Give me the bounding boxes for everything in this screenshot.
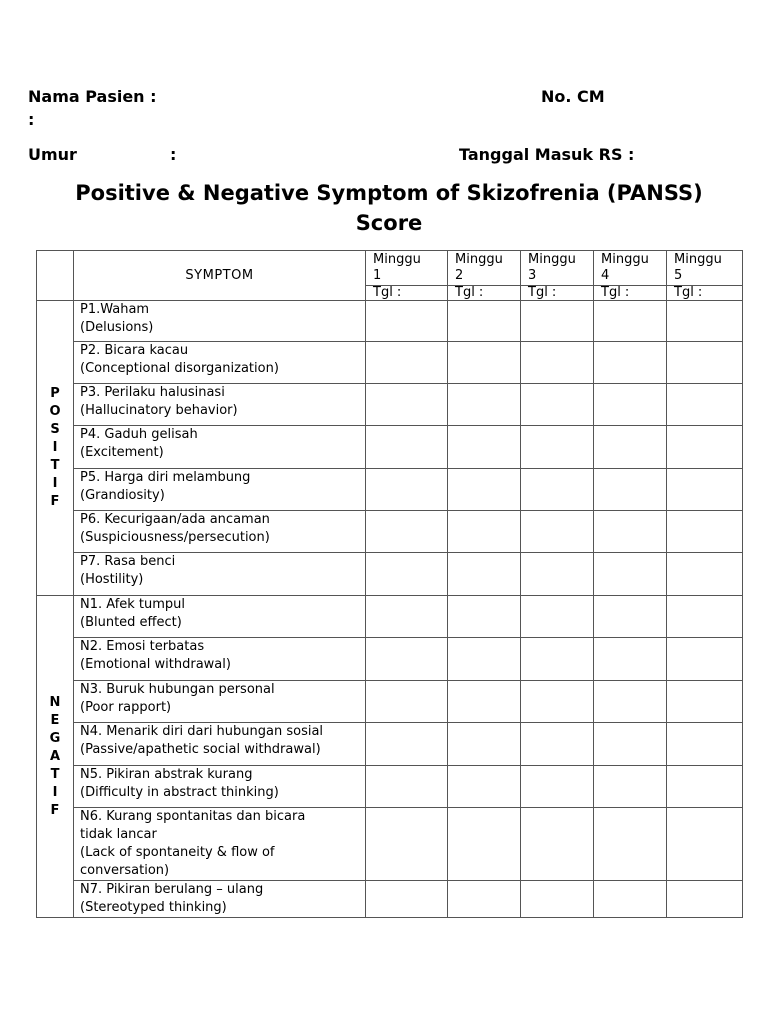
score-cell-n3-week-1[interactable] bbox=[366, 681, 448, 723]
week-number: 1 bbox=[373, 268, 382, 283]
score-cell-p6-week-2[interactable] bbox=[448, 511, 521, 553]
score-cell-n2-week-5[interactable] bbox=[667, 638, 743, 681]
symptom-text: (Difficulty in abstract thinking) bbox=[80, 785, 279, 800]
symptom-text: (Lack of spontaneity & flow of bbox=[80, 845, 275, 860]
week-date-3: Tgl : bbox=[521, 286, 594, 301]
score-cell-p4-week-4[interactable] bbox=[594, 426, 667, 469]
score-cell-n4-week-3[interactable] bbox=[521, 723, 594, 766]
group-letter: G bbox=[49, 730, 61, 746]
score-cell-n2-week-1[interactable] bbox=[366, 638, 448, 681]
symptom-text: (Hostility) bbox=[80, 572, 144, 587]
symptom-text: (Blunted effect) bbox=[80, 615, 182, 630]
score-cell-p1-week-1[interactable] bbox=[366, 301, 448, 342]
symptom-text: P5. Harga diri melambung bbox=[80, 470, 251, 485]
score-cell-n5-week-5[interactable] bbox=[667, 766, 743, 808]
symptom-p4 bbox=[74, 426, 366, 469]
score-cell-n6-week-5[interactable] bbox=[667, 808, 743, 881]
week-label: Minggu bbox=[601, 252, 649, 267]
week-header-5 bbox=[667, 251, 743, 286]
score-cell-p1-week-3[interactable] bbox=[521, 301, 594, 342]
score-cell-n4-week-2[interactable] bbox=[448, 723, 521, 766]
week-header-1 bbox=[366, 251, 448, 286]
table-row bbox=[37, 342, 743, 384]
score-cell-n7-week-5[interactable] bbox=[667, 881, 743, 918]
score-cell-n3-week-3[interactable] bbox=[521, 681, 594, 723]
score-cell-p1-week-4[interactable] bbox=[594, 301, 667, 342]
score-cell-p7-week-1[interactable] bbox=[366, 553, 448, 596]
week-date-5: Tgl : bbox=[667, 286, 743, 301]
age-colon: : bbox=[170, 145, 177, 164]
score-cell-p5-week-5[interactable] bbox=[667, 469, 743, 511]
negatif-group-label bbox=[37, 596, 74, 918]
score-cell-n6-week-1[interactable] bbox=[366, 808, 448, 881]
group-letter: A bbox=[49, 748, 61, 764]
symptom-text: (Passive/apathetic social withdrawal) bbox=[80, 742, 321, 757]
score-cell-p1-week-2[interactable] bbox=[448, 301, 521, 342]
score-cell-n4-week-4[interactable] bbox=[594, 723, 667, 766]
symptom-text: N7. Pikiran berulang – ulang bbox=[80, 882, 264, 897]
table-row bbox=[37, 384, 743, 426]
score-cell-n6-week-4[interactable] bbox=[594, 808, 667, 881]
symptom-p5 bbox=[74, 469, 366, 511]
symptom-n5 bbox=[74, 766, 366, 808]
score-cell-p6-week-1[interactable] bbox=[366, 511, 448, 553]
table-header-row bbox=[37, 251, 743, 286]
score-cell-n7-week-3[interactable] bbox=[521, 881, 594, 918]
score-cell-p1-week-5[interactable] bbox=[667, 301, 743, 342]
symptom-n4 bbox=[74, 723, 366, 766]
week-number: 3 bbox=[528, 268, 537, 283]
symptom-p3 bbox=[74, 384, 366, 426]
group-letter: O bbox=[49, 404, 61, 419]
group-letter: T bbox=[50, 458, 60, 473]
table-row bbox=[37, 426, 743, 469]
symptom-text: (Grandiosity) bbox=[80, 488, 165, 503]
score-cell-p5-week-3[interactable] bbox=[521, 469, 594, 511]
medical-record-label: No. CM bbox=[541, 87, 605, 106]
group-letter: P bbox=[50, 386, 60, 401]
week-label: Minggu bbox=[373, 252, 421, 267]
score-cell-n7-week-1[interactable] bbox=[366, 881, 448, 918]
score-cell-n1-week-5[interactable] bbox=[667, 596, 743, 638]
score-cell-p2-week-5[interactable] bbox=[667, 342, 743, 384]
table-row bbox=[37, 638, 743, 681]
table-row bbox=[37, 511, 743, 553]
admission-date-label: Tanggal Masuk RS : bbox=[459, 145, 635, 164]
symptom-text: P1.Waham bbox=[80, 302, 150, 317]
symptom-text: P7. Rasa benci bbox=[80, 554, 176, 569]
medical-record-colon: : bbox=[28, 110, 35, 129]
symptom-text: (Hallucinatory behavior) bbox=[80, 403, 238, 418]
week-date-2: Tgl : bbox=[448, 286, 521, 301]
score-cell-n5-week-3[interactable] bbox=[521, 766, 594, 808]
week-label: Minggu bbox=[528, 252, 576, 267]
score-cell-p4-week-5[interactable] bbox=[667, 426, 743, 469]
title-line-2: Score bbox=[355, 211, 423, 235]
patient-name-label: Nama Pasien : bbox=[28, 87, 157, 106]
score-cell-p2-week-1[interactable] bbox=[366, 342, 448, 384]
symptom-p6 bbox=[74, 511, 366, 553]
symptom-text: (Stereotyped thinking) bbox=[80, 900, 227, 915]
group-letter: F bbox=[50, 802, 60, 818]
group-letter: S bbox=[50, 422, 60, 437]
score-cell-n5-week-2[interactable] bbox=[448, 766, 521, 808]
symptom-text: N6. Kurang spontanitas dan bicara bbox=[80, 809, 306, 824]
score-cell-p5-week-1[interactable] bbox=[366, 469, 448, 511]
score-cell-n1-week-2[interactable] bbox=[448, 596, 521, 638]
score-cell-p6-week-4[interactable] bbox=[594, 511, 667, 553]
symptom-text: (Suspiciousness/persecution) bbox=[80, 530, 270, 545]
symptom-p7 bbox=[74, 553, 366, 596]
table-row bbox=[37, 301, 743, 342]
symptom-n6 bbox=[74, 808, 366, 881]
group-letter: E bbox=[50, 712, 60, 728]
symptom-text: N2. Emosi terbatas bbox=[80, 639, 205, 654]
group-letter: I bbox=[52, 476, 58, 491]
score-cell-p6-week-3[interactable] bbox=[521, 511, 594, 553]
score-cell-n2-week-4[interactable] bbox=[594, 638, 667, 681]
score-cell-n1-week-1[interactable] bbox=[366, 596, 448, 638]
symptom-text: P6. Kecurigaan/ada ancaman bbox=[80, 512, 270, 527]
table-row bbox=[37, 681, 743, 723]
score-cell-p2-week-3[interactable] bbox=[521, 342, 594, 384]
age-label: Umur bbox=[28, 145, 77, 164]
week-header-3 bbox=[521, 251, 594, 286]
week-date-4: Tgl : bbox=[594, 286, 667, 301]
score-cell-p7-week-4[interactable] bbox=[594, 553, 667, 596]
score-cell-p7-week-2[interactable] bbox=[448, 553, 521, 596]
symptom-text: P4. Gaduh gelisah bbox=[80, 427, 198, 442]
score-cell-p3-week-2[interactable] bbox=[448, 384, 521, 426]
score-cell-p6-week-5[interactable] bbox=[667, 511, 743, 553]
table-row bbox=[37, 808, 743, 881]
symptom-text: tidak lancar bbox=[80, 827, 157, 842]
group-letter: T bbox=[50, 766, 60, 782]
score-cell-n3-week-5[interactable] bbox=[667, 681, 743, 723]
score-cell-p3-week-3[interactable] bbox=[521, 384, 594, 426]
symptom-n1 bbox=[74, 596, 366, 638]
symptom-text: (Poor rapport) bbox=[80, 700, 172, 715]
table-row bbox=[37, 766, 743, 808]
symptom-n3 bbox=[74, 681, 366, 723]
score-cell-n6-week-3[interactable] bbox=[521, 808, 594, 881]
symptom-p1 bbox=[74, 301, 366, 342]
week-date-1: Tgl : bbox=[366, 286, 448, 301]
table-row bbox=[37, 723, 743, 766]
score-cell-n6-week-2[interactable] bbox=[448, 808, 521, 881]
symptom-text: (Emotional withdrawal) bbox=[80, 657, 231, 672]
week-number: 4 bbox=[601, 268, 610, 283]
score-cell-n4-week-1[interactable] bbox=[366, 723, 448, 766]
symptom-text: N4. Menarik diri dari hubungan sosial bbox=[80, 724, 324, 739]
group-letter: F bbox=[50, 494, 60, 509]
score-cell-p2-week-2[interactable] bbox=[448, 342, 521, 384]
score-cell-p4-week-3[interactable] bbox=[521, 426, 594, 469]
score-cell-p2-week-4[interactable] bbox=[594, 342, 667, 384]
symptom-text: N5. Pikiran abstrak kurang bbox=[80, 767, 253, 782]
score-cell-p5-week-4[interactable] bbox=[594, 469, 667, 511]
symptom-n2 bbox=[74, 638, 366, 681]
score-cell-n7-week-2[interactable] bbox=[448, 881, 521, 918]
score-cell-n3-week-4[interactable] bbox=[594, 681, 667, 723]
score-cell-p4-week-2[interactable] bbox=[448, 426, 521, 469]
group-letter: N bbox=[49, 694, 61, 710]
score-cell-n4-week-5[interactable] bbox=[667, 723, 743, 766]
table-row bbox=[37, 553, 743, 596]
week-label: Minggu bbox=[455, 252, 503, 267]
week-header-4 bbox=[594, 251, 667, 286]
symptom-p2 bbox=[74, 342, 366, 384]
week-label: Minggu bbox=[674, 252, 722, 267]
score-cell-n5-week-1[interactable] bbox=[366, 766, 448, 808]
week-number: 2 bbox=[455, 268, 464, 283]
table-row bbox=[37, 596, 743, 638]
score-cell-p7-week-5[interactable] bbox=[667, 553, 743, 596]
week-header-2 bbox=[448, 251, 521, 286]
positif-group-label bbox=[37, 301, 74, 596]
score-cell-p4-week-1[interactable] bbox=[366, 426, 448, 469]
week-number: 5 bbox=[674, 268, 683, 283]
score-cell-p3-week-4[interactable] bbox=[594, 384, 667, 426]
score-cell-n1-week-4[interactable] bbox=[594, 596, 667, 638]
symptom-text: P2. Bicara kacau bbox=[80, 343, 189, 358]
score-cell-n5-week-4[interactable] bbox=[594, 766, 667, 808]
group-header-cell bbox=[37, 251, 74, 301]
symptom-text: (Excitement) bbox=[80, 445, 164, 460]
score-cell-n2-week-3[interactable] bbox=[521, 638, 594, 681]
group-letter: I bbox=[52, 784, 58, 800]
score-cell-n1-week-3[interactable] bbox=[521, 596, 594, 638]
title-line-1: Positive & Negative Symptom of Skizofrenia (PANSS) bbox=[75, 181, 703, 205]
symptom-text: conversation) bbox=[80, 863, 170, 878]
score-cell-p7-week-3[interactable] bbox=[521, 553, 594, 596]
table-row bbox=[37, 881, 743, 918]
symptom-text: N1. Afek tumpul bbox=[80, 597, 186, 612]
symptom-text: N3. Buruk hubungan personal bbox=[80, 682, 275, 697]
group-letter: I bbox=[52, 440, 58, 455]
score-cell-n3-week-2[interactable] bbox=[448, 681, 521, 723]
symptom-text: (Conceptional disorganization) bbox=[80, 361, 279, 376]
symptom-n7 bbox=[74, 881, 366, 918]
score-cell-p3-week-5[interactable] bbox=[667, 384, 743, 426]
score-cell-p3-week-1[interactable] bbox=[366, 384, 448, 426]
symptom-text: P3. Perilaku halusinasi bbox=[80, 385, 225, 400]
panss-score-table bbox=[36, 250, 743, 918]
symptom-text: (Delusions) bbox=[80, 320, 154, 335]
score-cell-n2-week-2[interactable] bbox=[448, 638, 521, 681]
score-cell-p5-week-2[interactable] bbox=[448, 469, 521, 511]
symptom-header: SYMPTOM bbox=[74, 251, 366, 301]
table-row bbox=[37, 469, 743, 511]
score-cell-n7-week-4[interactable] bbox=[594, 881, 667, 918]
page-title bbox=[24, 178, 754, 238]
